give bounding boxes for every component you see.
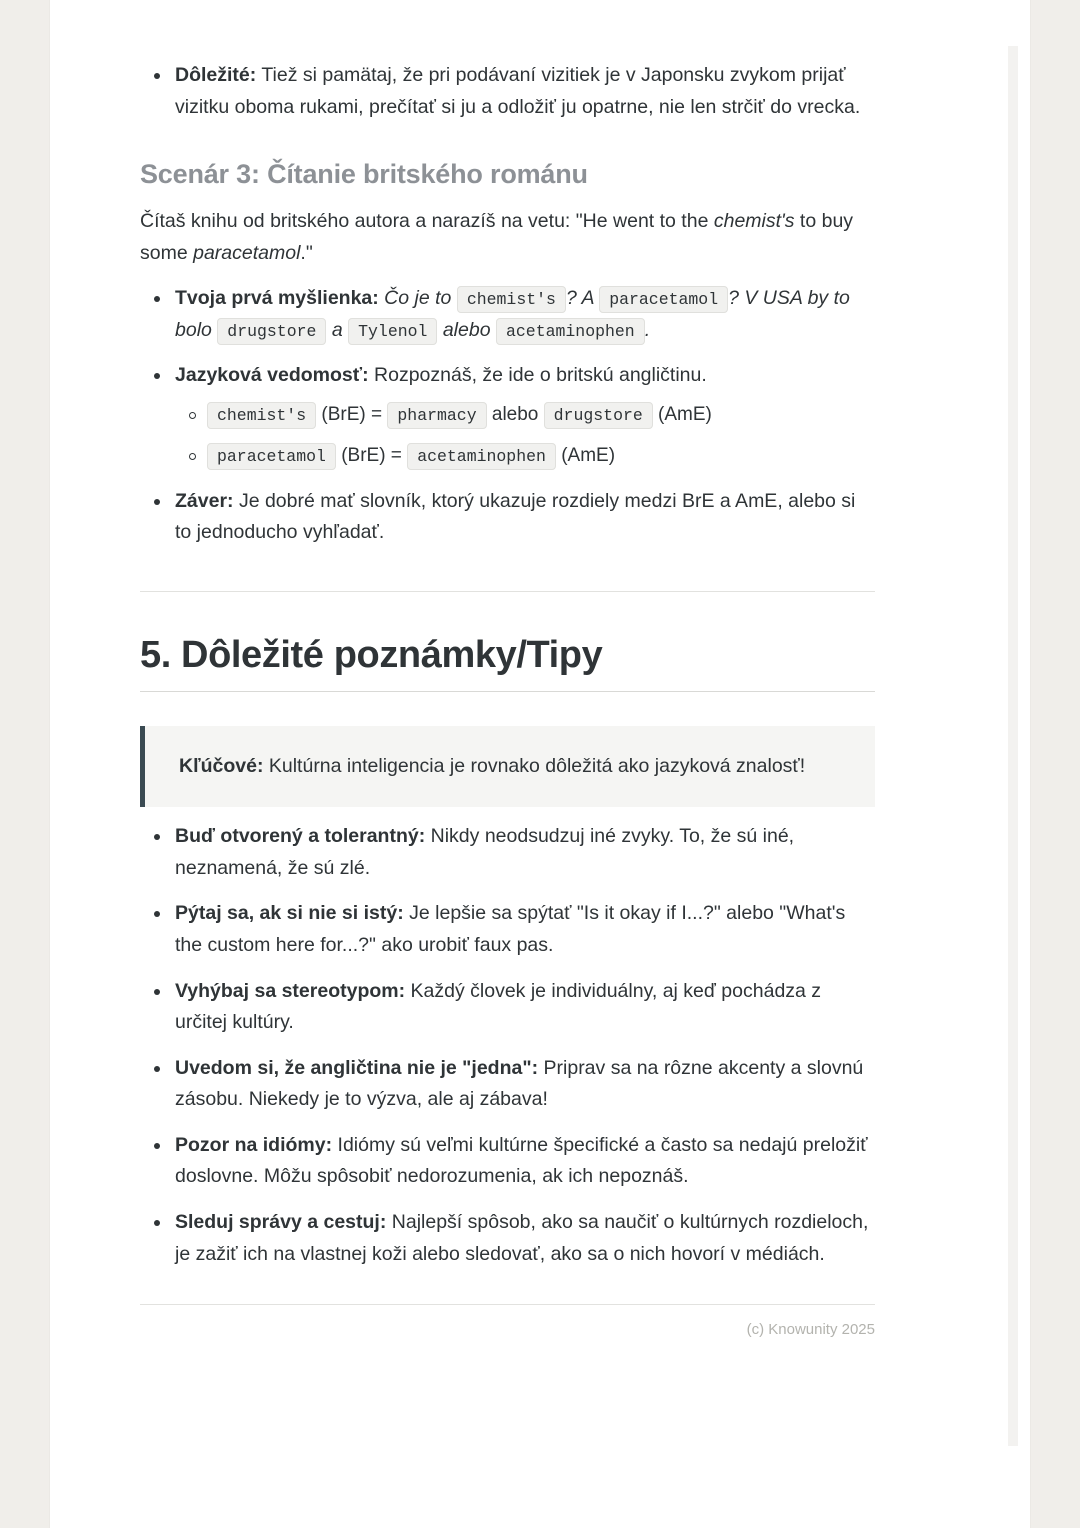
page-edge-strip: [1008, 46, 1018, 1446]
sub-text: (BrE) =: [316, 404, 388, 426]
list-item: [140, 360, 875, 471]
intro-text-c: .": [300, 241, 313, 264]
section-divider: [140, 591, 875, 592]
list-item: [140, 898, 875, 961]
bullet-text: Je dobré mať slovník, ktorý ukazuje rozdiely medzi BrE a AmE, alebo si to jednoducho vyhľadať.: [175, 489, 856, 544]
top-bullet-list: [140, 60, 875, 123]
list-item: [140, 1207, 875, 1270]
list-item: [140, 1053, 875, 1116]
sub-text: (AmE): [652, 404, 712, 426]
bullet-label: Záver:: [175, 489, 234, 512]
bullet-text: ? A: [565, 287, 600, 310]
intro-text-b: to buy some: [140, 210, 854, 264]
sub-text: (AmE): [555, 444, 616, 466]
section-heading: 5. Dôležité poznámky/Tipy: [140, 634, 875, 692]
code-chip: pharmacy: [387, 402, 486, 429]
code-chip: paracetamol: [207, 443, 336, 470]
bullet-label: Sleduj správy a cestuj:: [175, 1211, 387, 1234]
bullet-text: Idiómy sú veľmi kultúrne špecifické a často sa nedajú preložiť doslovne. Môžu spôsobiť nedorozumenia, ak ich nepoznáš.: [175, 1133, 868, 1188]
bullet-label: Buď otvorený a tolerantný:: [175, 825, 426, 848]
bullet-text: Každý človek je individuálny, aj keď pochádza z určitej kultúry.: [175, 979, 822, 1034]
bullet-label: Jazyková vedomosť:: [175, 364, 369, 387]
document-page: [50, 0, 1030, 1528]
bullet-text: Najlepší spôsob, ako sa naučiť o kultúrnych rozdieloch, je zažiť ich na vlastnej koži alebo sledovať, ako sa o nich hovorí v médiách.: [175, 1211, 869, 1265]
bullet-text: Priprav sa na rôzne akcenty a slovnú zásobu. Niekedy je to výzva, ale aj zábava!: [175, 1056, 864, 1111]
bullet-text: Je lepšie sa spýtať "Is it okay if I...?" alebo "What's the custom here for...?" ako urobiť faux pas.: [175, 902, 846, 956]
copyright-text: (c) Knowunity 2025: [746, 1321, 875, 1339]
list-item: [175, 441, 875, 472]
list-item: [140, 976, 875, 1039]
callout-text: Kultúrna inteligencia je rovnako dôležitá ako jazyková znalosť!: [263, 754, 806, 777]
code-chip: paracetamol: [599, 286, 728, 313]
intro-text-a: Čítaš knihu od britského autora a narazíš na vetu: "He went to the: [140, 210, 714, 233]
scenario-bullet-list: [140, 283, 875, 548]
intro-term-paracetamol: paracetamol: [193, 241, 301, 264]
scenario-intro-paragraph: [140, 206, 875, 269]
scenario-heading: Scenár 3: Čítanie britského románu: [140, 159, 588, 190]
code-chip: drugstore: [217, 318, 326, 345]
list-item: [140, 283, 875, 346]
list-item: [175, 400, 875, 431]
callout-label: Kľúčové:: [179, 754, 264, 777]
bullet-label: Tvoja prvá myšlienka:: [175, 287, 379, 310]
bullet-text: Nikdy neodsudzuj iné zvyky. To, že sú iné, neznamená, že sú zlé.: [175, 825, 795, 879]
bullet-text: a: [326, 318, 349, 341]
page-footer: [140, 1304, 875, 1338]
code-chip: acetaminophen: [407, 443, 556, 470]
code-chip: drugstore: [544, 402, 653, 429]
bullet-label: Pozor na idiómy:: [175, 1133, 333, 1156]
list-item: [140, 486, 875, 549]
bullet-label: Uvedom si, že angličtina nie je "jedna":: [175, 1056, 539, 1079]
bullet-text: Rozpoznáš, že ide o britskú angličtinu.: [368, 364, 707, 387]
callout-paragraph: [179, 750, 845, 784]
tips-list: [140, 821, 875, 1270]
intro-term-chemists: chemist's: [713, 210, 795, 233]
code-chip: chemist's: [207, 402, 316, 429]
bullet-text: Čo je to: [378, 287, 457, 310]
key-callout: [140, 726, 875, 808]
sub-text: alebo: [486, 404, 544, 426]
page-content: [50, 0, 1030, 1378]
list-item: [140, 821, 875, 884]
code-chip: Tylenol: [348, 318, 437, 345]
bullet-label: Pýtaj sa, ak si nie si istý:: [175, 902, 404, 925]
bullet-text: .: [644, 318, 651, 341]
code-chip: chemist's: [457, 286, 566, 313]
code-chip: acetaminophen: [496, 318, 645, 345]
list-item: [140, 1130, 875, 1193]
sub-text: (BrE) =: [335, 444, 408, 466]
bullet-text: alebo: [437, 318, 496, 341]
list-item: [140, 60, 875, 123]
sub-bullet-list: [175, 400, 875, 472]
bullet-text: Tiež si pamätaj, že pri podávaní vizitiek je v Japonsku zvykom prijať vizitku oboma rukami, prečítať si ju a odložiť ju opatrne, nie len strčiť do vrecka.: [175, 64, 861, 118]
bullet-text: ? V USA by to bolo: [175, 287, 850, 341]
bullet-label: Dôležité:: [175, 64, 257, 86]
bullet-label: Vyhýbaj sa stereotypom:: [175, 979, 406, 1002]
